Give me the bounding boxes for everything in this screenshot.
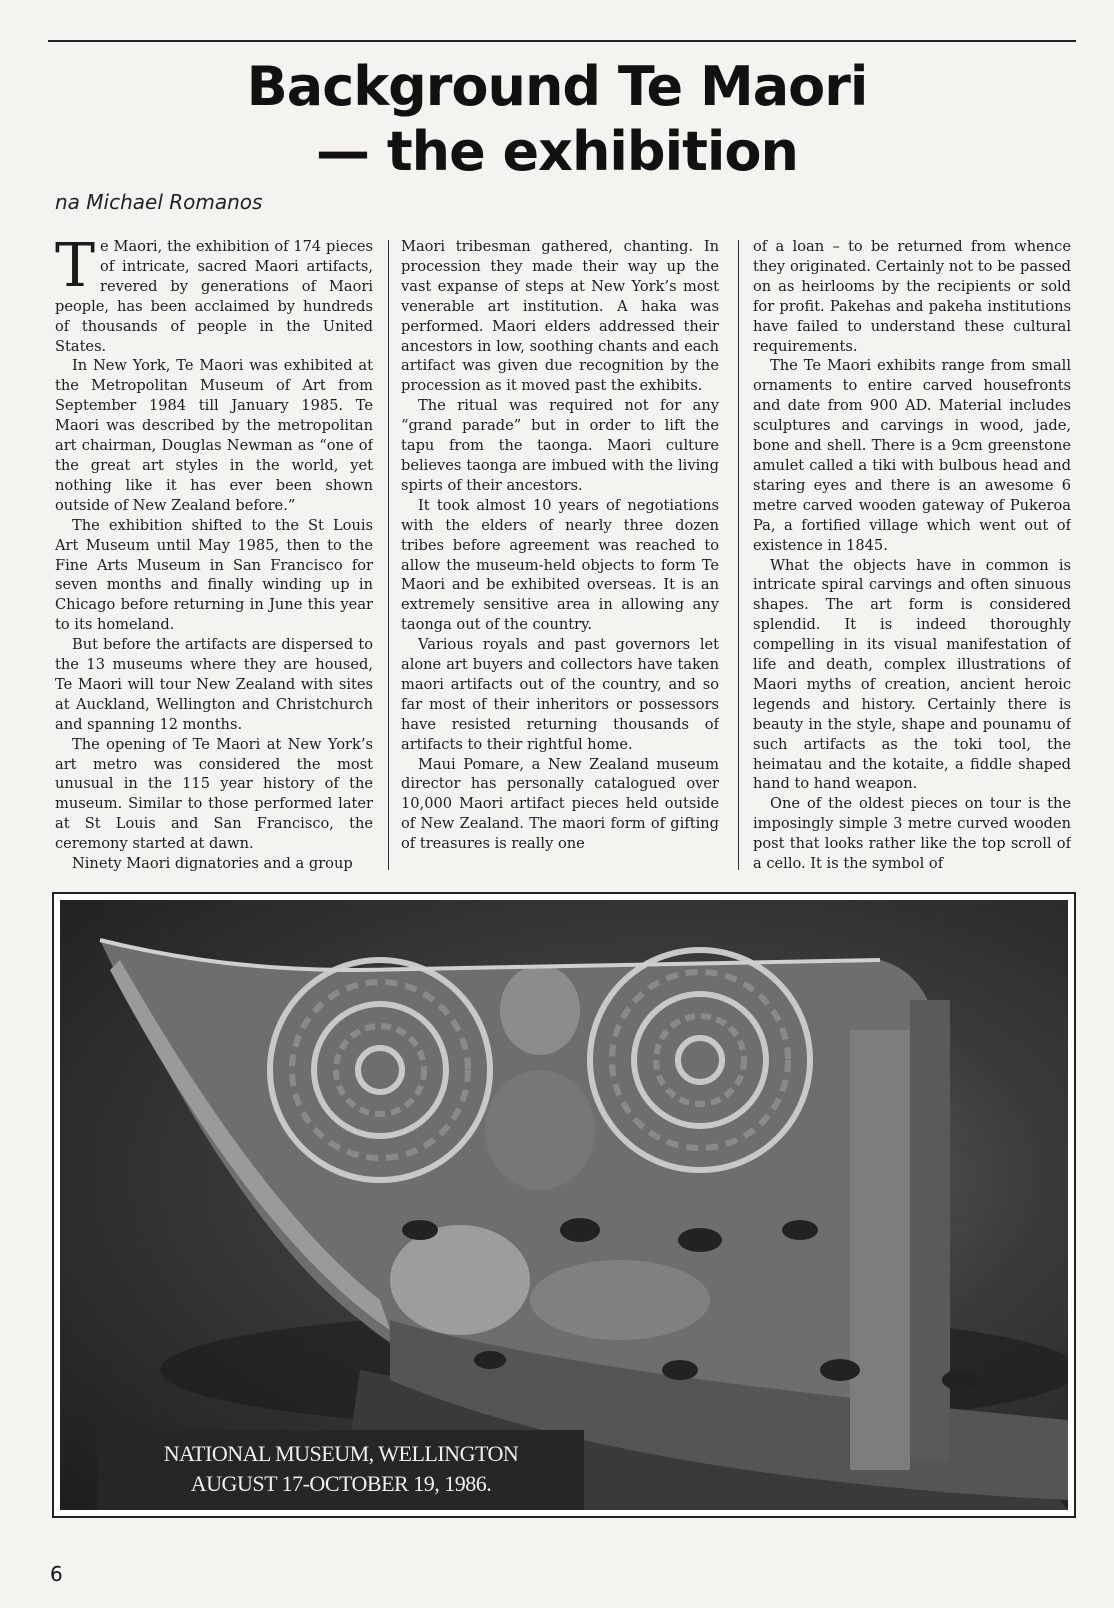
paragraph: The exhibition shifted to the St Louis Art Museum until May 1985, then to the Fine Arts Museum in San Francisco for seven months and finally winding up in Chicago before returning in June this year to its homeland.: [55, 516, 373, 634]
photo-caption: [98, 1430, 584, 1510]
byline: na Michael Romanos: [55, 190, 263, 214]
photo-frame: [52, 892, 1076, 1518]
paragraph: The opening of Te Maori at New York’s art metro was considered the most unusual in the 115 year history of the museum. Similar to those performed later at St Louis and San Francisco, the ceremony started at dawn.: [55, 735, 373, 853]
column-divider: [738, 240, 739, 870]
title-line-2: — the exhibition: [316, 120, 798, 183]
drop-cap: T: [55, 237, 96, 301]
paragraph: Maori tribesman gathered, chanting. In procession they made their way up the vast expanse of steps at New York’s most venerable art institution. A haka was performed. Maori elders addressed their ancestors in low, soothing chants and each artifact was given due recognition by the procession as it moved past the exhibits.: [401, 238, 719, 395]
article-column-1: [55, 237, 373, 872]
article-title: [0, 54, 1114, 184]
carved-canoe-prow-photo: [60, 900, 1068, 1510]
paragraph-text: e Maori, the exhibition of 174 pieces of intricate, sacred Maori artifacts, revered by generations of Maori people, has been acclaimed by hundreds of thousands of people in the United States.: [55, 238, 373, 355]
carving-illustration: [60, 900, 1068, 1510]
paragraph: The ritual was required not for any “grand parade” but in order to lift the tapu from the taonga. Maori culture believes taonga are imbued with the living spirts of their ancestors.: [401, 397, 719, 494]
paragraph: In New York, Te Maori was exhibited at the Metropolitan Museum of Art from September 1984 till January 1985. Te Maori was described by the metropolitan art chairman, Douglas Newman as “one of the great art styles in the world, yet nothing like it has ever been shown outside of New Zealand before.”: [55, 357, 373, 514]
paragraph: One of the oldest pieces on tour is the imposingly simple 3 metre curved wooden post that looks rather like the top scroll of a cello. It is the symbol of: [753, 795, 1071, 872]
paragraph: What the objects have in common is intricate spiral carvings and often sinuous shapes. The art form is considered splendid. It is indeed thoroughly compelling in its visual manifestation of life and death, complex illustrations of Maori myths of creation, ancient heroic legends and history. Certainly there is beauty in the style, shape and pounamu of such artifacts as the toki tool, the heimatau and the kotaite, a fiddle shaped hand to hand weapon.: [753, 556, 1071, 793]
article-column-3: [753, 237, 1071, 872]
paragraph: of a loan – to be returned from whence they originated. Certainly not to be passed on as heirlooms by the recipients or sold for profit. Pakehas and pakeha institutions have failed to understand these cultural requirements.: [753, 238, 1071, 355]
paragraph: Various royals and past governors let alone art buyers and collectors have taken maori artifacts out of the country, and so far most of their inheritors or possessors have resisted returning thousands of artifacts to their rightful home.: [401, 636, 719, 753]
top-rule: [48, 40, 1076, 42]
caption-line-2: AUGUST 17-OCTOBER 19, 1986.: [190, 1471, 492, 1496]
paragraph: Ninety Maori dignatories and a group: [72, 855, 353, 872]
paragraph: The Te Maori exhibits range from small ornaments to entire carved housefronts and date from 900 AD. Material includes sculptures and carvings in wood, jade, bone and shell. There is a 9cm greenstone amulet called a tiki with bulbous head and staring eyes and there is an awesome 6 metre carved wooden gateway of Pukeroa Pa, a fortified village which went out of existence in 1845.: [753, 357, 1071, 554]
paragraph: But before the artifacts are dispersed to the 13 museums where they are housed, Te Maori will tour New Zealand with sites at Auckland, Wellington and Christchurch and spanning 12 months.: [55, 636, 373, 733]
paragraph: It took almost 10 years of negotiations with the elders of nearly three dozen tribes before agreement was reached to allow the museum-held objects to form Te Maori and be exhibited overseas. It is an extremely sensitive area in allowing any taonga out of the country.: [401, 496, 719, 634]
paragraph: [55, 237, 373, 356]
paragraph: Maui Pomare, a New Zealand museum director has personally catalogued over 10,000 Maori artifact pieces held outside of New Zealand. The maori form of gifting of treasures is really one: [401, 755, 719, 853]
caption-line-1: NATIONAL MUSEUM, WELLINGTON: [163, 1441, 519, 1466]
page-number: 6: [50, 1562, 63, 1586]
article-column-2: [401, 237, 719, 872]
column-divider: [388, 240, 389, 870]
title-line-1: Background Te Maori: [246, 55, 868, 118]
